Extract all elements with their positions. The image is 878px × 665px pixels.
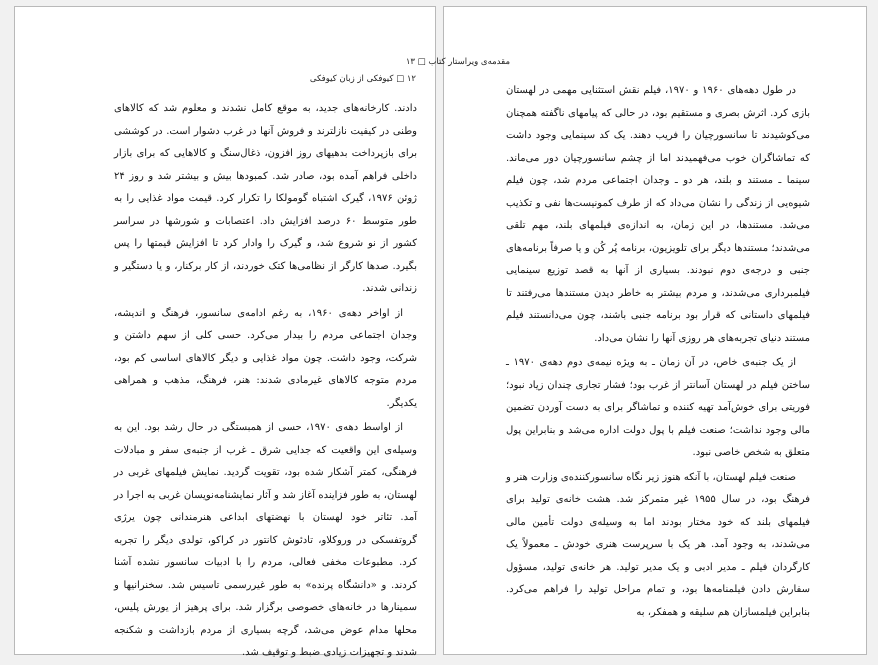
- left-paragraph-3: از اواسط دهه‌ی ۱۹۷۰، حسی از همبستگی در حال رشد بود. این به وسیله‌ی این واقعیت که جدایی شرق ـ غرب از جنبه‌ی سفر و مبادلات فرهنگی، کمتر آشکار شده بود، تقویت گردید. نمایش فیلمهای غربی در لهستان، به طور فزاینده آغاز شد و آثار نمایشنامه‌نویسان غربی به اجرا در آمد. تئاتر خود لهستان با نهضتهای ابداعی هنرمندانی چون یرژی گروتفسکی در وروکلاو، تادئوش کانتور در کراکو، تولدی دیگر را تجربه کرد. مطبوعات مخفی فعالی، مردم را با ادبیات سانسور نشده آشنا کردند. و «دانشگاه پرنده» به طور غیررسمی تاسیس شد. سخنرانیها و سمینارها در خانه‌های خصوصی برگزار شد. برای پرهیز از یورش پلیس، محلها مدام عوض می‌شد، گرچه بسیاری از مردم بازداشت و شکنجه شدند و تجهیزات زیادی ضبط و توقیف شد.: [114, 422, 417, 658]
- left-paragraph-1: دادند. کارخانه‌های جدید، به موقع کامل نشدند و معلوم شد که کالاهای وطنی در کیفیت نازلترند و فروش آنها در غرب دشوار است. در کوششی برای بازپرداخت بدهیهای روز افزون، ذغال‌سنگ و کالاهایی که برای بازار داخلی فراهم آمده بود، صادر شد. کمبودها بیش و بیشتر شد و روز ۲۴ ژوئن ۱۹۷۶، گیرک اشتباه گومولکا را تکرار کرد. قیمت مواد غذایی را به طور متوسط ۶۰ درصد افزایش داد. اعتصابات و شورشها در سراسر کشور از نو شروع شد، و گیرک را وادار کرد تا افزایش قیمتها را پس بگیرد. صدها کارگر از نظامی‌ها کتک خوردند، از کار برکنار، و یا دستگیر و زندانی شدند.: [114, 103, 418, 294]
- left-paragraph-2: از اواخر دهه‌ی ۱۹۶۰، به رغم ادامه‌ی سانسور، فرهنگ و اندیشه، وجدان اجتماعی مردم را بیدار می‌کرد. حسی کلی از سهم داشتن و شرکت، وجود داشت. چون مواد غذایی و دیگر کالاهای اساسی کم بود، مردم متوجه کالاهای غیرمادی شدند: هنر، فرهنگ، مذهب و همراهی یکدیگر.: [114, 307, 417, 409]
- left-body-text: [114, 98, 417, 665]
- right-paragraph-1: در طول دهه‌های ۱۹۶۰ و ۱۹۷۰، فیلم نقش استثنایی مهمی در لهستان بازی کرد. اثرش بصری و مستقیم بود، در حالی که پیامهای ناگفته همچنان می‌کوشیدند تا سانسورچیان را فریب دهند. یک کد سینمایی وجود داشت که تماشاگران خوب می‌فهمیدند اما از چشم سانسورچیان دور می‌ماند. سینما ـ مستند و بلند، هر دو ـ وجدان اجتماعی مردم شد، چون فیلم شیوه‌یی از زندگی را نشان می‌داد که از طرف کمونیست‌ها نفی و تکذیب می‌شد. مستندها، در این زمان، به اندازه‌ی فیلمهای بلند، مهم تلقی می‌شدند؛ مستندها دیگر برای تلویزیون، برنامه پُر کُن و یا صرفاً برنامه‌های جنبی و درجه‌ی دوم نبودند. بسیاری از آنها به قصد توزیع سینمایی فیلمبرداری می‌شدند، و مردم بیشتر به خاطر دیدن مستندها می‌رفتند تا فیلمهای داستانی که قرار بود برنامه جنبی باشند، چون می‌دانستند فیلم مستند دنیای تجربه‌های هر روزی آنها را نشان می‌داد.: [506, 85, 810, 344]
- right-page: [405, 6, 867, 655]
- left-page: [14, 6, 436, 658]
- right-body-text: [506, 80, 810, 624]
- right-running-header: مقدمه‌ی ویراستار کتاب □ ۱۳: [405, 57, 510, 67]
- right-paragraph-2: از یک جنبه‌ی خاص، در آن زمان ـ به ویژه نیمه‌ی دوم دهه‌ی ۱۹۷۰ ـ ساختن فیلم در لهستان آسانتر از غرب بود؛ فشار تجاری چندان زیاد نبود؛ فوریتی برای خوش‌آمد تهیه کننده و تماشاگر برای به دست آوردن تضمین مالی وجود نداشت؛ صنعت فیلم با پول دولت اداره می‌شد و بنابراین پول متعلق به شخص خاصی نبود.: [506, 357, 810, 458]
- left-running-header: ۱۲ □ کیوفکی از زبان کیوفکی: [309, 74, 416, 84]
- right-paragraph-3: صنعت فیلم لهستان، با آنکه هنوز زیر نگاه سانسورکننده‌ی وزارت هنر و فرهنگ بود، در سال ۱۹۵۵ غیر متمرکز شد. هشت خانه‌ی تولید برای فیلمهای بلند که خود مختار بودند اما به وسیله‌ی دولت تأمین مالی می‌شدند، به وجود آمد. هر یک با سرپرست هنری خودش ـ معمولاً یک کارگردان فیلم ـ مدیر ادبی و یک مدیر تولید. هر خانه‌ی تولید، مسؤول سفارش دادن فیلمنامه‌ها بود، و تمام مراحل تولید را فراهم می‌کرد. بنابراین فیلمسازان هم سلیقه و همفکر، به: [506, 471, 811, 618]
